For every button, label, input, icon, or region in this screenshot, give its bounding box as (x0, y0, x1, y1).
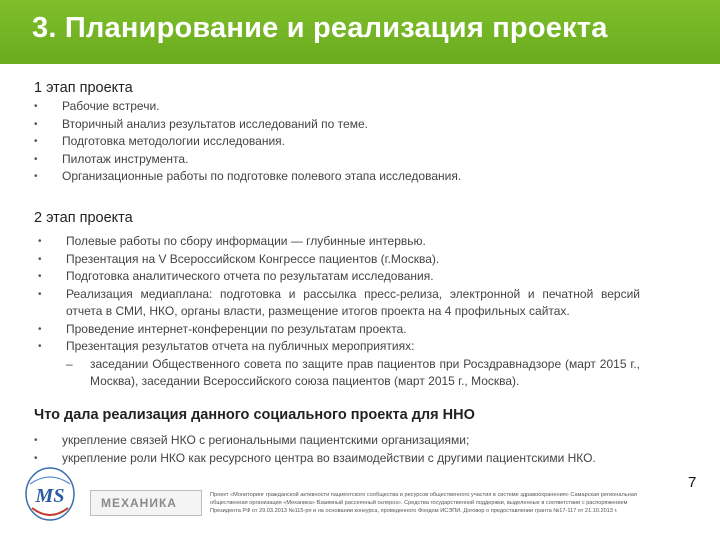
bullet-icon: • (34, 452, 38, 464)
bullet-icon: • (38, 236, 42, 247)
results-title: Что дала реализация данного социального проекта для ННО (34, 407, 475, 423)
list-item: • Организационные работы по подготовке полевого этапа исследования. (62, 168, 682, 186)
title-bar (0, 0, 720, 64)
list-item: • Проведение интернет-конференции по результатам проекта. (66, 321, 640, 339)
stage2-title: 2 этап проекта (34, 210, 133, 226)
ms-logo-icon (22, 464, 78, 528)
bullet-icon: • (38, 253, 42, 265)
bullet-icon: • (34, 171, 38, 182)
slide-title: 3. Планирование и реализация проекта (32, 12, 608, 44)
results-list (34, 432, 682, 467)
ms-logo-text: MS (35, 485, 65, 507)
stage1-list (34, 98, 682, 186)
bullet-icon: • (34, 101, 38, 112)
list-item: • Презентация результатов отчета на публичных мероприятиях: – заседании Общественного совета по защите прав пациентов при Росздравнадзоре (март 2015 г., Москва), заседании Всероссийского союза пациентов (март 2015 г., Москва). (66, 338, 640, 391)
bullet-icon: • (34, 118, 38, 130)
page-number: 7 (688, 474, 697, 491)
bullet-icon: • (38, 271, 42, 282)
mechanics-logo (90, 490, 202, 516)
mechanics-logo-text: МЕХАНИКА (101, 496, 177, 510)
list-item: • Презентация на V Всероссийском Конгрессе пациентов (г.Москва). (66, 251, 640, 269)
list-item: • Реализация медиаплана: подготовка и рассылка пресс-релиза, электронной и печатной версий отчета в СМИ, НКО, органы власти, размещение итогов проекта на 4 профильных сайтах. (38, 286, 640, 318)
bullet-icon: • (38, 323, 42, 335)
sub-list-item: – заседании Общественного совета по защите прав пациентов при Росздравнадзоре (март 2015 г., Москва), заседании Всероссийского союза пациентов (март 2015 г., Москва). (66, 356, 640, 388)
stage1-title: 1 этап проекта (34, 80, 133, 96)
ms-logo (22, 464, 78, 528)
bullet-icon: • (38, 288, 42, 300)
list-item: • Рабочие встречи. (62, 98, 682, 116)
list-item: • Пилотаж инструмента. (62, 151, 682, 169)
list-item: • Вторичный анализ результатов исследований по теме. (62, 116, 682, 134)
stage2-list (38, 233, 640, 391)
bullet-icon: • (34, 136, 38, 147)
dash-icon: – (66, 356, 73, 371)
list-item: • Подготовка аналитического отчета по результатам исследования. (66, 268, 640, 286)
list-item: • Подготовка методологии исследования. (62, 133, 682, 151)
list-item: • Полевые работы по сбору информации — глубинные интервью. (66, 233, 640, 251)
bullet-icon: • (34, 435, 38, 446)
footer-note: Проект «Мониторинг гражданской активности пациентского сообщества и ресурсов общественного участия в системе здравоохранения» Самарская региональная общественная организация «Механика» Взаимный рассеянный склероз». Средства государственной поддержки, выделенные в соответствии с распоряжением Президента РФ от 29.03.2013 №115-рп и на основании конкурса, проведенного Фондом ИСЭПИ. Договор о предоставлении гранта №17-117 от 21.10.2013 г. (210, 492, 637, 514)
bullet-icon: • (38, 341, 42, 352)
list-item: • укрепление связей НКО с региональными пациентскими организациями; (62, 432, 682, 450)
bullet-icon: • (34, 153, 38, 165)
list-item: • укрепление роли НКО как ресурсного центра во взаимодействии с другими пациентскими НКО. (62, 450, 682, 468)
